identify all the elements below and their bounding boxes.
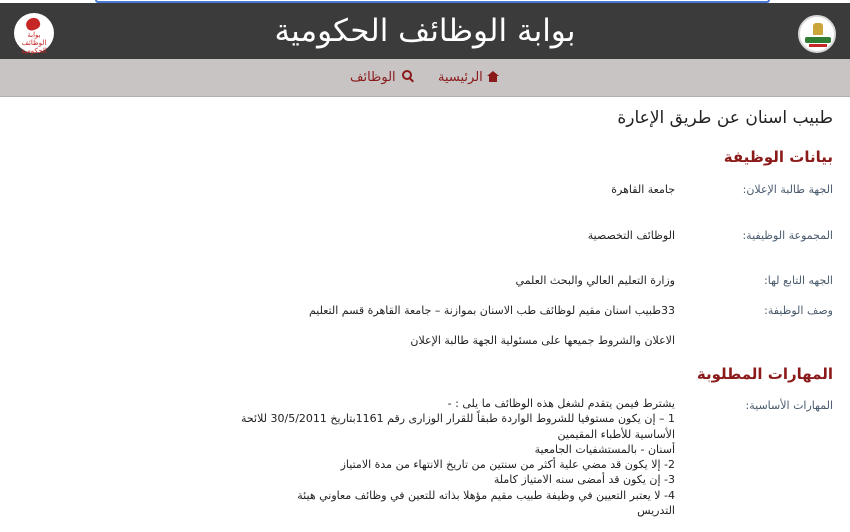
field-label-parent-entity: الجهه التابع لها:	[764, 274, 833, 287]
field-label-job-group: المجموعة الوظيفية:	[742, 229, 833, 242]
skills-line: الأساسية للأطباء المقيمين	[557, 427, 675, 441]
skills-line: 2- إلا يكون قد مضي علية أكثر من سنتين من تاريخ الانتهاء من مدة الامتياز	[340, 458, 675, 472]
skills-label: المهارات الأساسية:	[745, 399, 833, 412]
skills-line: التدريس	[637, 504, 675, 518]
field-label-requesting-entity: الجهة طالبة الإعلان:	[742, 183, 833, 196]
main-nav	[0, 59, 850, 97]
nav-home-link[interactable]: الرئيسية	[438, 69, 499, 87]
skills-line: 3- إن يكون قد أمضى سنه الامتياز كاملة	[493, 473, 675, 487]
skills-line: أسنان - بالمستشفيات الجامعية	[534, 442, 675, 456]
field-value-job-group: الوظائف التخصصية	[587, 229, 675, 242]
field-value-job-description: 33طبيب اسنان مقيم لوظائف طب الاسنان بموازنة – جامعة القاهرة قسم التعليم	[308, 304, 675, 317]
field-value-parent-entity: وزارة التعليم العالي والبحث العلمي	[515, 274, 675, 287]
runner-icon	[24, 16, 41, 32]
home-icon	[487, 71, 499, 82]
skills-line: 1 – إن يكون مستوفيا للشروط الواردة طبقاً للقرار الوزارى رقم 1161بتاريخ 30/5/2011 للائحة	[241, 412, 675, 426]
job-title: طبيب اسنان عن طريق الإعارة	[617, 108, 833, 128]
site-title: بوابة الوظائف الحكومية	[274, 13, 576, 49]
skills-line: 4- لا يعتبر التعيين في وظيفة طبيب مقيم مؤهلا بذاته للتعين في وظائف معاوني هيئة	[297, 488, 675, 502]
skills-heading: المهارات المطلوبة	[696, 365, 833, 383]
nav-jobs-link[interactable]: الوظائف	[350, 69, 412, 87]
field-label-job-description: وصف الوظيفة:	[764, 304, 833, 317]
site-header	[0, 3, 850, 59]
job-data-heading: بيانات الوظيفة	[723, 148, 833, 166]
skills-line: يشترط فيمن يتقدم لشغل هذه الوظائف ما يلى : -	[447, 397, 675, 410]
skills-text	[241, 396, 675, 518]
field-value-requesting-entity: جامعة القاهرة	[611, 183, 675, 196]
portal-logo[interactable]: بوابة الوظائف الحكومية	[14, 13, 54, 53]
disclaimer-note: الاعلان والشروط جميعها على مسئولية الجهة طالبة الإعلان	[410, 334, 675, 347]
search-icon	[400, 70, 412, 82]
